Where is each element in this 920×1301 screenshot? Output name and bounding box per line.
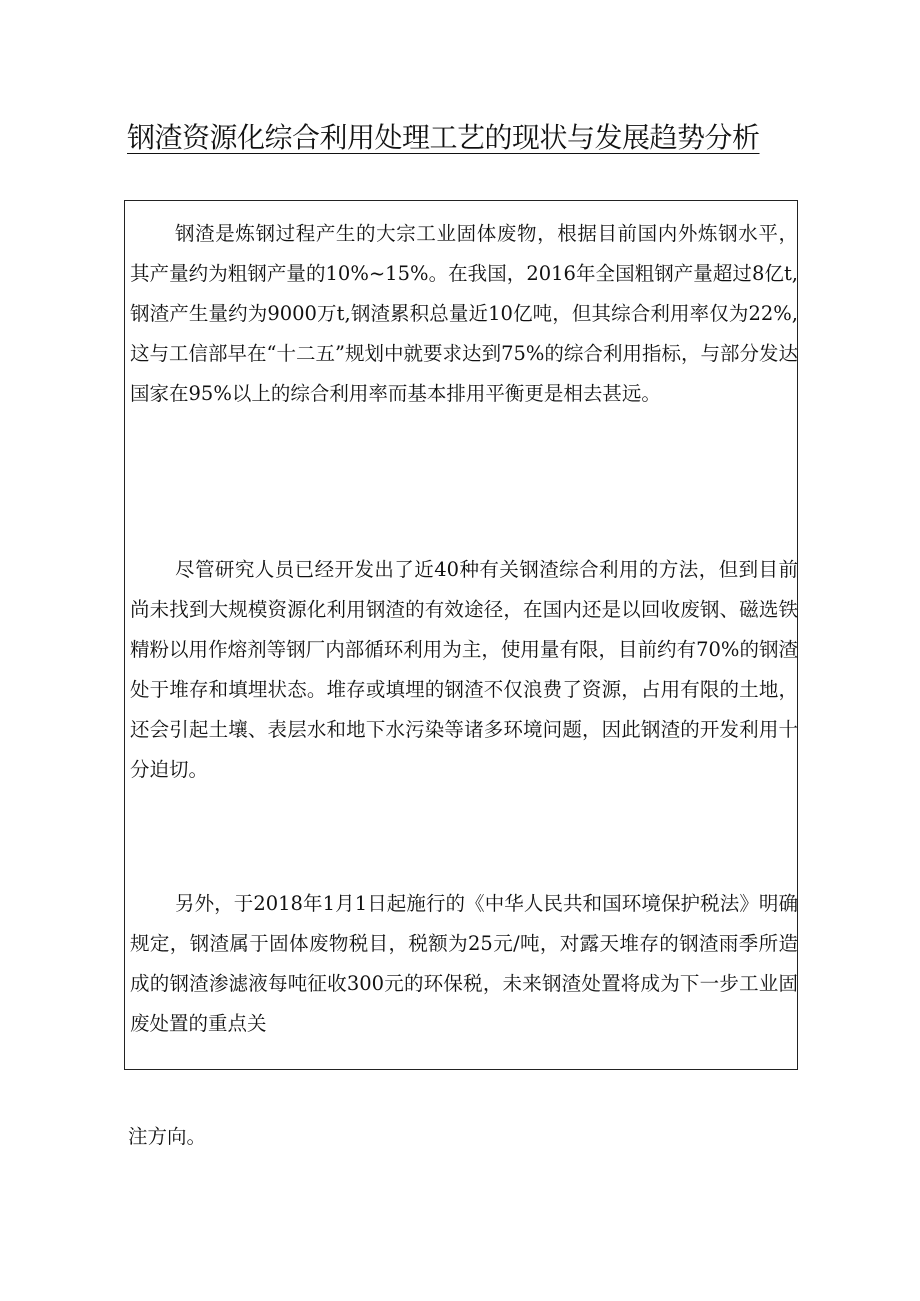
paragraph-2: 尽管研究人员已经开发出了近40种有关钢渣综合利用的方法，但到目前尚未找到大规模资源化利用钢渣的有效途径，在国内还是以回收废钢、磁选铁精粉以用作熔剂等钢厂内部循环利用为主，使用量有限，目前约有70%的钢渣处于堆存和填埋状态。堆存或填埋的钢渣不仅浪费了资源，占用有限的土地，还会引起土壤、表层水和地下水污染等诸多环境问题，因此钢渣的开发利用十分迫切。 [130,558,798,781]
paragraph-1: 钢渣是炼钢过程产生的大宗工业固体废物，根据目前国内外炼钢水平，其产量约为粗钢产量的10%~15%。在我国，2016年全国粗钢产量超过8亿t,钢渣产生量约为9000万t,钢渣累积总量近10亿吨，但其综合利用率仅为22%,这与工信部早在“十二五”规划中就要求达到75%的综合利用指标，与部分发达国家在95%以上的综合利用率而基本排用平衡更是相去甚远。 [130,222,798,405]
paragraph-3: 另外，于2018年1月1日起施行的《中华人民共和国环境保护税法》明确规定，钢渣属于固体废物税目，税额为25元/吨，对露天堆存的钢渣雨季所造成的钢渣渗滤液每吨征收300元的环保税，未来钢渣处置将成为下一步工业固废处置的重点关 [130,892,798,1035]
document-title: 钢渣资源化综合利用处理工艺的现状与发展趋势分析 [127,121,760,154]
text-box [124,200,798,1070]
continuation-text: 注方向。 [128,1125,207,1148]
